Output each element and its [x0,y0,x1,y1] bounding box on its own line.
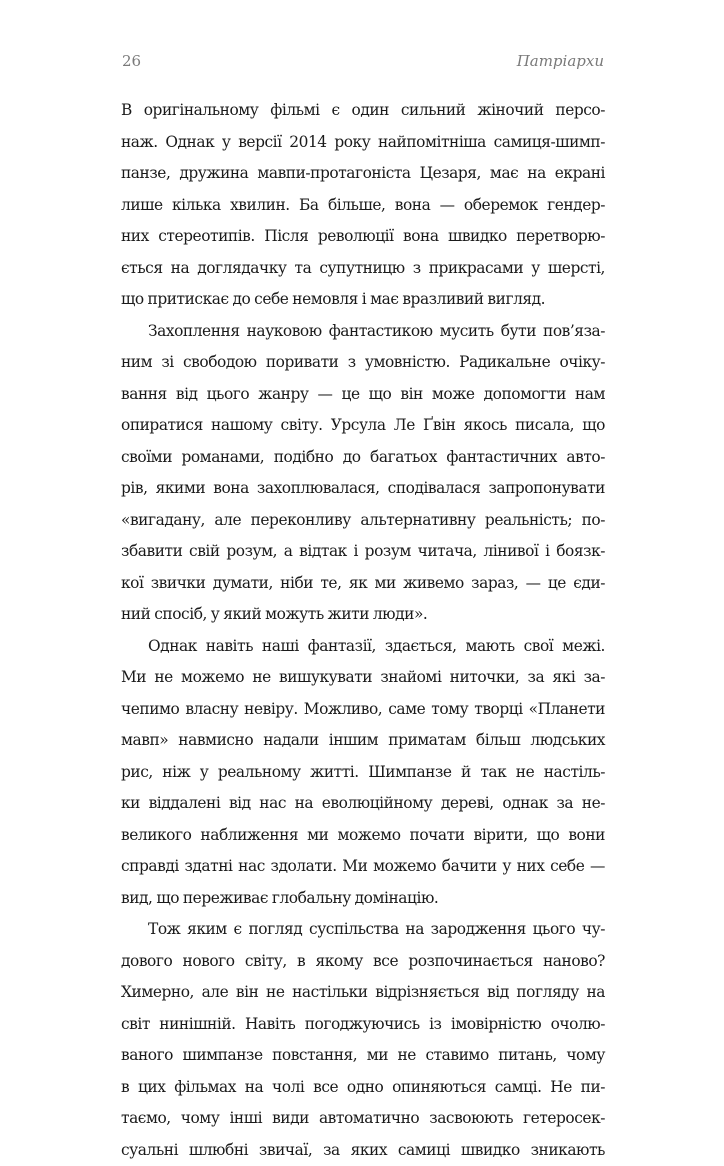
text-line: справді здатні нас здолати. Ми можемо бачити у них себе — [121,851,605,883]
text-line: кої звички думати, ніби те, як ми живемо зараз, — це єди- [121,568,605,600]
text-line: вид, що переживає глобальну домінацію. [121,883,605,915]
text-line: в цих фільмах на чолі все одно опиняються самці. Не пи- [121,1072,605,1104]
text-line: панзе, дружина мавпи-протагоніста Цезаря, має на екрані [121,158,605,190]
text-line: рис, ніж у реальному житті. Шимпанзе й так не настіль- [121,757,605,789]
text-line: мавп» навмисно надали іншим приматам більш людських [121,725,605,757]
text-line: Химерно, але він не настільки відрізняється від погляду на [121,977,605,1009]
text-line: вання від цього жанру — це що він може допомогти нам [121,379,605,411]
text-line: великого наближення ми можемо почати вірити, що вони [121,820,605,852]
text-line: наж. Однак у версії 2014 року найпомітніша самиця-шимп- [121,127,605,159]
text-line: лише кілька хвилин. Ба більше, вона — оберемок гендер- [121,190,605,222]
text-line: ється на доглядачку та супутницю з прикрасами у шерсті, [121,253,605,285]
body-text [121,95,605,1166]
text-line: своїми романами, подібно до багатьох фантастичних авто- [121,442,605,474]
text-line: рів, якими вона захоплювалася, сподівалася запропонувати [121,473,605,505]
text-line: В оригінальному фільмі є один сильний жіночий персо- [121,95,605,127]
text-line: ним зі свободою поривати з умовністю. Радикальне очіку- [121,347,605,379]
text-line: опиратися нашому світу. Урсула Ле Ґвін якось писала, що [121,410,605,442]
text-line: ний спосіб, у який можуть жити люди». [121,599,605,631]
running-head [122,52,604,72]
running-title: Патріархи [517,52,604,70]
text-line: Тож яким є погляд суспільства на зародження цього чу- [121,914,605,946]
text-line: дового нового світу, в якому все розпочинається наново? [121,946,605,978]
text-line: суальні шлюбні звичаї, за яких самиці швидко зникають [121,1135,605,1166]
text-line: ки віддалені від нас на еволюційному дереві, однак за не- [121,788,605,820]
page-number: 26 [122,52,141,70]
text-line: чепимо власну невіру. Можливо, саме тому творці «Планети [121,694,605,726]
text-line: ваного шимпанзе повстання, ми не ставимо питань, чому [121,1040,605,1072]
text-line: світ нинішній. Навіть погоджуючись із імовірністю очолю- [121,1009,605,1041]
text-line: таємо, чому інші види автоматично засвоюють гетеросек- [121,1103,605,1135]
text-line: Ми не можемо не вишукувати знайомі ниточки, за які за- [121,662,605,694]
text-line: них стереотипів. Після революції вона швидко перетворю- [121,221,605,253]
text-line: «вигадану, але переконливу альтернативну реальність; по- [121,505,605,537]
text-line: Захоплення науковою фантастикою мусить бути пов’яза- [121,316,605,348]
text-line: Однак навіть наші фантазії, здається, мають свої межі. [121,631,605,663]
text-line: збавити свій розум, а відтак і розум читача, лінивої і боязк- [121,536,605,568]
text-line: що притискає до себе немовля і має вразливий вигляд. [121,284,605,316]
